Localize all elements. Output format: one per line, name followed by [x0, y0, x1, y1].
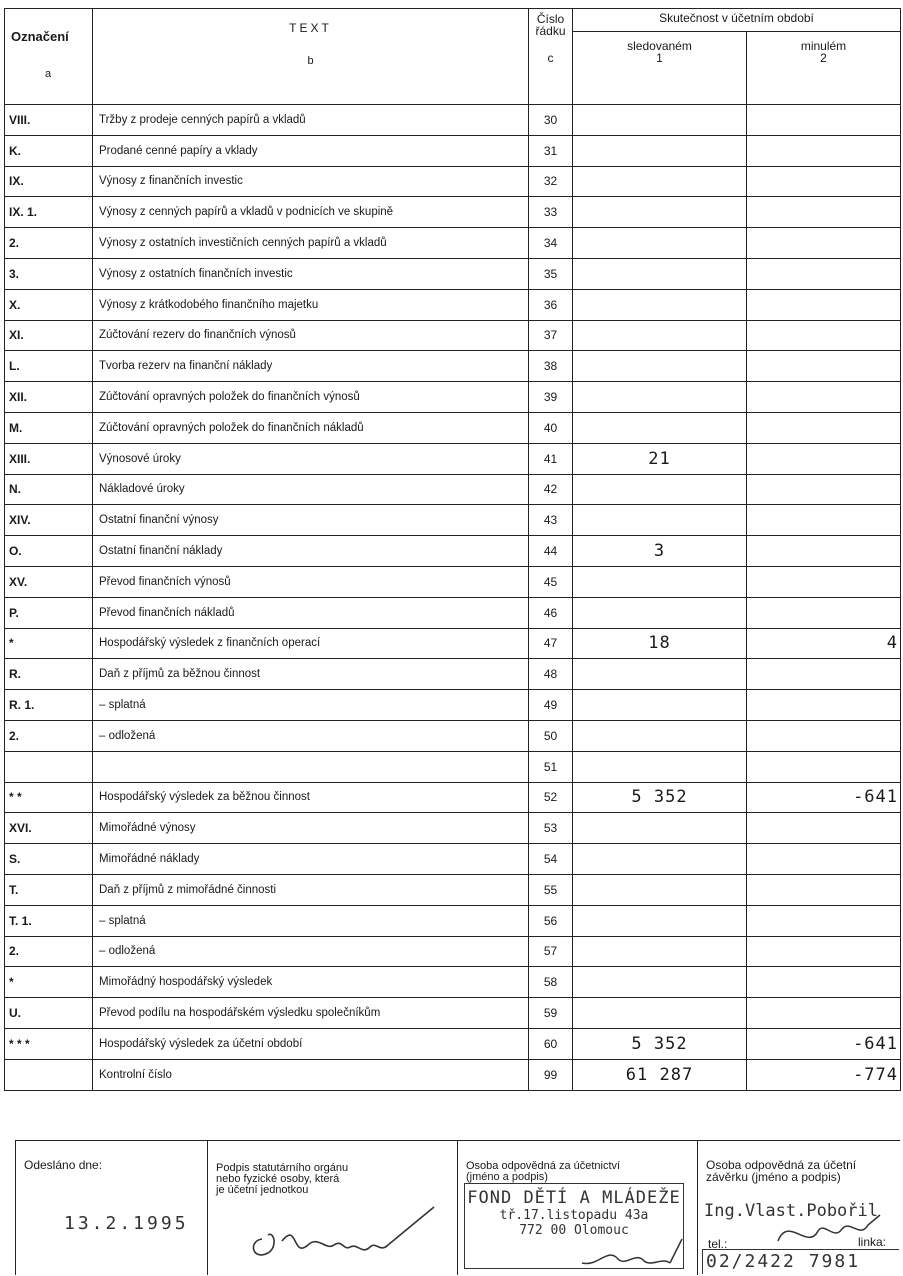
row-text: Zúčtování opravných položek do finančních nákladů [93, 412, 529, 443]
row-line-number: 53 [529, 813, 573, 844]
row-designation [5, 1059, 93, 1090]
row-previous-period [747, 505, 901, 536]
row-previous-period [747, 258, 901, 289]
header-oznaceni-sub: a [45, 68, 52, 80]
row-line-number: 45 [529, 566, 573, 597]
row-line-number: 55 [529, 874, 573, 905]
row-previous-period [747, 382, 901, 413]
accounting-person-cell [457, 1141, 698, 1275]
row-current-period [573, 597, 747, 628]
row-line-number: 50 [529, 720, 573, 751]
row-designation: XII. [5, 382, 93, 413]
row-line-number: 31 [529, 135, 573, 166]
table-row [5, 382, 901, 413]
row-designation: O. [5, 536, 93, 567]
table-row [5, 720, 901, 751]
row-text: Ostatní finanční náklady [93, 536, 529, 567]
row-designation: XIV. [5, 505, 93, 536]
row-line-number: 46 [529, 597, 573, 628]
table-row [5, 443, 901, 474]
row-current-period [573, 659, 747, 690]
row-previous-period [747, 720, 901, 751]
row-line-number: 54 [529, 844, 573, 875]
row-previous-period [747, 844, 901, 875]
table-row [5, 659, 901, 690]
row-current-period [573, 258, 747, 289]
header-skutecnost: Skutečnost v účetním období [573, 9, 901, 32]
table-row [5, 320, 901, 351]
header-sledovanem-num: 1 [656, 51, 663, 65]
row-line-number: 38 [529, 351, 573, 382]
signature-section [15, 1140, 900, 1275]
row-line-number: 60 [529, 1028, 573, 1059]
row-text: Zúčtování rezerv do finančních výnosů [93, 320, 529, 351]
row-text: – splatná [93, 690, 529, 721]
extension-label: linka: [858, 1235, 887, 1249]
row-line-number: 47 [529, 628, 573, 659]
row-designation: XVI. [5, 813, 93, 844]
row-previous-period [747, 443, 901, 474]
row-line-number: 33 [529, 197, 573, 228]
table-row [5, 936, 901, 967]
statutory-label-2: nebo fyzické osoby, která [216, 1173, 340, 1185]
row-text: Převod finančních nákladů [93, 597, 529, 628]
row-previous-period [747, 351, 901, 382]
table-row [5, 105, 901, 136]
row-text: Mimořádný hospodářský výsledek [93, 967, 529, 998]
stamp-line-1: FOND DĚTÍ A MLÁDEŽE [467, 1188, 681, 1208]
table-row [5, 166, 901, 197]
closing-person-cell [697, 1141, 901, 1275]
row-previous-period: -774 [747, 1059, 901, 1090]
table-row [5, 998, 901, 1029]
row-text: Převod finančních výnosů [93, 566, 529, 597]
closing-label-1: Osoba odpovědná za účetní [706, 1158, 857, 1172]
row-text [93, 751, 529, 782]
row-line-number: 41 [529, 443, 573, 474]
header-minulem [747, 32, 901, 105]
row-current-period [573, 505, 747, 536]
row-previous-period: -641 [747, 1028, 901, 1059]
row-current-period [573, 720, 747, 751]
row-text: Daň z příjmů z mimořádné činnosti [93, 874, 529, 905]
row-designation: * [5, 628, 93, 659]
sent-date-cell [15, 1141, 208, 1275]
row-designation: P. [5, 597, 93, 628]
row-current-period [573, 382, 747, 413]
table-row [5, 751, 901, 782]
row-current-period: 3 [573, 536, 747, 567]
row-text: Výnosy z cenných papírů a vkladů v podnicích ve skupině [93, 197, 529, 228]
table-row [5, 474, 901, 505]
row-line-number: 32 [529, 166, 573, 197]
row-text: Převod podílu na hospodářském výsledku společníkům [93, 998, 529, 1029]
table-row [5, 628, 901, 659]
header-minulem-num: 2 [820, 51, 827, 65]
row-line-number: 99 [529, 1059, 573, 1090]
header-text [93, 9, 529, 105]
row-text: Mimořádné výnosy [93, 813, 529, 844]
row-previous-period [747, 105, 901, 136]
row-text: Tržby z prodeje cenných papírů a vkladů [93, 105, 529, 136]
row-previous-period [747, 135, 901, 166]
row-designation: * * [5, 782, 93, 813]
table-row [5, 690, 901, 721]
sent-date-value: 13.2.1995 [64, 1213, 189, 1234]
row-line-number: 49 [529, 690, 573, 721]
row-current-period [573, 320, 747, 351]
statutory-label-3: je účetní jednotkou [216, 1184, 309, 1196]
table-body [5, 105, 901, 1091]
phone-value: 02/2422 7981 [706, 1251, 861, 1272]
statutory-signature-cell [207, 1141, 458, 1275]
table-row [5, 782, 901, 813]
row-designation: * * * [5, 1028, 93, 1059]
row-text: Prodané cenné papíry a vklady [93, 135, 529, 166]
closing-label-2: závěrku (jméno a podpis) [706, 1170, 841, 1184]
row-previous-period [747, 905, 901, 936]
row-designation: S. [5, 844, 93, 875]
row-text: Hospodářský výsledek za běžnou činnost [93, 782, 529, 813]
row-designation: U. [5, 998, 93, 1029]
accounting-label-2: (jméno a podpis) [466, 1171, 548, 1183]
row-current-period [573, 289, 747, 320]
header-cislo-line1: Číslo [536, 12, 565, 26]
row-designation: M. [5, 412, 93, 443]
phone-label: tel.: [708, 1237, 728, 1251]
row-previous-period [747, 690, 901, 721]
row-previous-period: -641 [747, 782, 901, 813]
table-row [5, 597, 901, 628]
row-current-period: 5 352 [573, 1028, 747, 1059]
row-previous-period [747, 166, 901, 197]
row-designation [5, 751, 93, 782]
row-text: Výnosové úroky [93, 443, 529, 474]
row-current-period [573, 874, 747, 905]
row-previous-period [747, 936, 901, 967]
table-row [5, 967, 901, 998]
row-previous-period [747, 412, 901, 443]
table-row [5, 289, 901, 320]
row-previous-period [747, 320, 901, 351]
header-text-label: TEXT [289, 21, 332, 35]
header-oznaceni-label: Označení [11, 29, 69, 44]
row-current-period: 5 352 [573, 782, 747, 813]
row-designation: L. [5, 351, 93, 382]
table-row [5, 412, 901, 443]
row-previous-period [747, 197, 901, 228]
row-line-number: 57 [529, 936, 573, 967]
table-row [5, 228, 901, 259]
row-line-number: 52 [529, 782, 573, 813]
row-line-number: 59 [529, 998, 573, 1029]
row-designation: VIII. [5, 105, 93, 136]
row-text: Tvorba rezerv na finanční náklady [93, 351, 529, 382]
row-current-period: 18 [573, 628, 747, 659]
row-designation: XI. [5, 320, 93, 351]
row-text: Hospodářský výsledek z finančních operací [93, 628, 529, 659]
row-text: Mimořádné náklady [93, 844, 529, 875]
row-designation: K. [5, 135, 93, 166]
row-designation: IX. 1. [5, 197, 93, 228]
row-previous-period [747, 659, 901, 690]
row-previous-period [747, 228, 901, 259]
row-designation: R. 1. [5, 690, 93, 721]
header-cislo-radku [529, 9, 573, 105]
row-previous-period [747, 597, 901, 628]
table-row [5, 905, 901, 936]
row-line-number: 39 [529, 382, 573, 413]
row-line-number: 48 [529, 659, 573, 690]
row-line-number: 44 [529, 536, 573, 567]
row-previous-period [747, 998, 901, 1029]
row-designation: 2. [5, 228, 93, 259]
table-row [5, 1059, 901, 1090]
table-row [5, 351, 901, 382]
row-text: – odložená [93, 936, 529, 967]
row-text: – splatná [93, 905, 529, 936]
statutory-label-1: Podpis statutárního orgánu [216, 1162, 349, 1174]
row-line-number: 40 [529, 412, 573, 443]
row-text: Výnosy z finančních investic [93, 166, 529, 197]
row-text: Zúčtování opravných položek do finančních výnosů [93, 382, 529, 413]
row-current-period [573, 751, 747, 782]
row-designation: 2. [5, 936, 93, 967]
table-row [5, 197, 901, 228]
row-current-period [573, 351, 747, 382]
row-designation: 3. [5, 258, 93, 289]
row-designation: T. [5, 874, 93, 905]
statutory-signature-icon [238, 1201, 448, 1265]
row-designation: T. 1. [5, 905, 93, 936]
table-row [5, 566, 901, 597]
row-line-number: 34 [529, 228, 573, 259]
row-line-number: 43 [529, 505, 573, 536]
row-current-period [573, 967, 747, 998]
row-designation: XIII. [5, 443, 93, 474]
header-sledovanem-label: sledovaném [627, 39, 692, 53]
table-row [5, 505, 901, 536]
row-designation: R. [5, 659, 93, 690]
header-cislo-line2: řádku [535, 24, 566, 38]
table-row [5, 844, 901, 875]
row-previous-period [747, 813, 901, 844]
row-line-number: 37 [529, 320, 573, 351]
row-text: – odložená [93, 720, 529, 751]
row-text: Výnosy z ostatních investičních cenných papírů a vkladů [93, 228, 529, 259]
row-text: Daň z příjmů za běžnou činnost [93, 659, 529, 690]
closing-person-name: Ing.Vlast.Pobořil [704, 1201, 878, 1221]
header-text-sub: b [307, 55, 314, 67]
row-current-period [573, 412, 747, 443]
header-sledovanem [573, 32, 747, 105]
row-designation: N. [5, 474, 93, 505]
row-line-number: 56 [529, 905, 573, 936]
row-current-period [573, 197, 747, 228]
row-current-period [573, 566, 747, 597]
row-designation: * [5, 967, 93, 998]
header-cislo-sub: c [547, 51, 554, 65]
financial-results-table [4, 8, 901, 1091]
row-current-period [573, 105, 747, 136]
row-line-number: 42 [529, 474, 573, 505]
row-current-period [573, 936, 747, 967]
row-previous-period [747, 751, 901, 782]
row-previous-period [747, 536, 901, 567]
row-text: Výnosy z ostatních finančních investic [93, 258, 529, 289]
row-previous-period: 4 [747, 628, 901, 659]
row-previous-period [747, 874, 901, 905]
row-text: Výnosy z krátkodobého finančního majetku [93, 289, 529, 320]
table-row [5, 874, 901, 905]
table-row [5, 813, 901, 844]
row-text: Ostatní finanční výnosy [93, 505, 529, 536]
row-text: Nákladové úroky [93, 474, 529, 505]
row-current-period [573, 905, 747, 936]
row-designation: IX. [5, 166, 93, 197]
row-current-period [573, 844, 747, 875]
accounting-label-1: Osoba odpovědná za účetnictví [466, 1160, 621, 1172]
row-text: Kontrolní číslo [93, 1059, 529, 1090]
row-line-number: 51 [529, 751, 573, 782]
sent-date-label: Odesláno dne: [24, 1158, 103, 1172]
header-minulem-label: minulém [800, 39, 847, 53]
stamp-line-2: tř.17.listopadu 43a [499, 1208, 649, 1223]
header-oznaceni [5, 9, 93, 105]
row-line-number: 36 [529, 289, 573, 320]
row-current-period [573, 690, 747, 721]
row-line-number: 30 [529, 105, 573, 136]
row-previous-period [747, 474, 901, 505]
table-row [5, 258, 901, 289]
row-current-period [573, 474, 747, 505]
row-previous-period [747, 289, 901, 320]
row-current-period [573, 135, 747, 166]
stamp-line-3: 772 00 Olomouc [519, 1223, 629, 1238]
row-current-period: 61 287 [573, 1059, 747, 1090]
row-text: Hospodářský výsledek za účetní období [93, 1028, 529, 1059]
row-line-number: 35 [529, 258, 573, 289]
row-current-period [573, 228, 747, 259]
table-row [5, 135, 901, 166]
row-designation: XV. [5, 566, 93, 597]
row-designation: X. [5, 289, 93, 320]
row-current-period [573, 813, 747, 844]
row-designation: 2. [5, 720, 93, 751]
row-current-period: 21 [573, 443, 747, 474]
accounting-signature-icon [578, 1237, 688, 1271]
row-previous-period [747, 967, 901, 998]
row-current-period [573, 166, 747, 197]
table-row [5, 536, 901, 567]
row-line-number: 58 [529, 967, 573, 998]
table-row [5, 1028, 901, 1059]
row-previous-period [747, 566, 901, 597]
row-current-period [573, 998, 747, 1029]
